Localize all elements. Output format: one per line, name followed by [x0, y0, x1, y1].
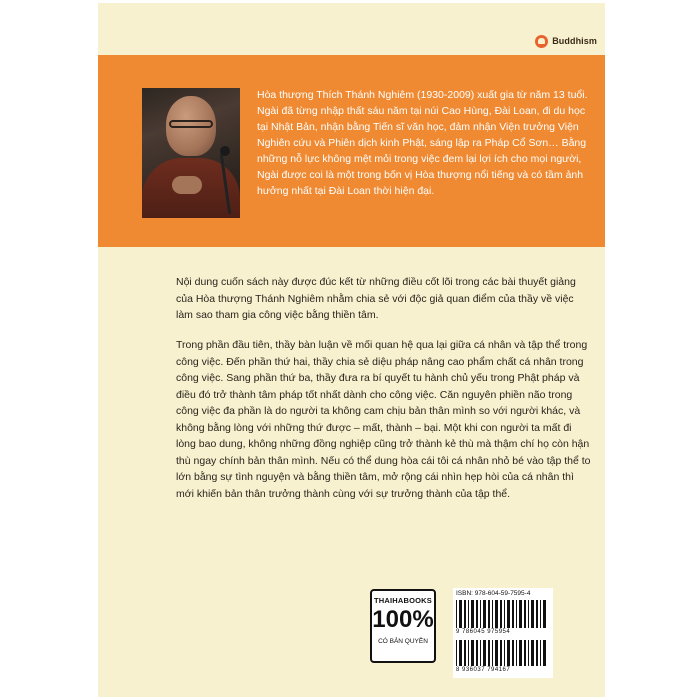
barcode-bar	[488, 640, 490, 666]
barcode-bar	[507, 600, 510, 628]
badge-rights: CÓ BẢN QUYỀN	[378, 638, 428, 645]
barcode-bar	[507, 640, 510, 666]
barcode-bar	[459, 640, 462, 666]
author-photo	[142, 88, 240, 218]
microphone-icon	[220, 146, 230, 156]
publisher-logo-label: Buddhism	[552, 36, 597, 46]
barcode-bar	[504, 640, 505, 666]
badge-brand: THAIHABOOKS	[373, 596, 433, 605]
isbn-label: ISBN: 978-604-59-7595-4	[456, 590, 531, 597]
barcode-bar	[528, 600, 529, 628]
lotus-icon	[535, 34, 548, 48]
description-paragraph-1: Nội dung cuốn sách này được đúc kết từ những điều cốt lõi trong các bài thuyết giảng của Hòa thượng Thánh Nghiêm nhằm chia sẻ với độc giả quan điểm của thầy về việc làm sao tham gia công việc bằng thiền tâm.	[176, 276, 576, 321]
barcode-bar	[536, 600, 538, 628]
barcode-bar	[456, 600, 457, 628]
badge-percent: 100%	[372, 606, 434, 633]
barcode-panel	[453, 588, 553, 678]
barcode-bar	[492, 600, 493, 628]
copyright-badge	[370, 589, 436, 663]
barcode-bar	[516, 640, 517, 666]
barcode-bar	[480, 600, 481, 628]
barcode-bar	[528, 640, 529, 666]
barcode-bar	[543, 640, 546, 666]
barcode-bar	[488, 600, 490, 628]
barcode-bar	[531, 640, 534, 666]
author-bio-text: Hòa thượng Thích Thánh Nghiêm (1930-2009) xuất gia từ năm 13 tuổi. Ngài đã từng nhập thất sáu năm tại núi Cao Hùng, Đài Loan, đi du học tại Nhật Bản, nhận bằng Tiến sĩ văn học, đảm nhận Viện trưởng Viện Nghiên cứu và Phiên dịch kinh Phật, sáng lập ra Pháp Cổ Sơn… Bằng những nỗ lực không mệt mỏi trong việc đem lại lợi ích cho mọi người, Ngài được coi là một trong bốn vị Hòa thượng nổi tiếng và có tầm ảnh hưởng nhất tại Đài Loan thời hiện đại.	[257, 89, 588, 197]
barcode-bar	[471, 600, 474, 628]
barcode-bar	[483, 600, 486, 628]
barcode-bar	[512, 600, 514, 628]
barcode-bar	[471, 640, 474, 666]
barcode-bar	[543, 600, 546, 628]
isbn-digits: 9 786045 975954	[456, 629, 511, 635]
barcode-bar	[540, 640, 541, 666]
barcode-bar	[495, 640, 498, 666]
barcode-bar	[531, 600, 534, 628]
barcode-bar	[504, 600, 505, 628]
barcode-bar	[476, 640, 478, 666]
barcode-bar	[500, 600, 502, 628]
isbn-barcode	[456, 600, 550, 628]
barcode-bar	[495, 600, 498, 628]
barcode-bar	[459, 600, 462, 628]
barcode-bar	[500, 640, 502, 666]
barcode-bar	[540, 600, 541, 628]
ean-digits: 8 936037 794167	[456, 667, 511, 673]
description-paragraph-2: Trong phần đầu tiên, thầy bàn luận về mối quan hệ qua lại giữa cá nhân và tập thể trong công việc. Đến phần thứ hai, thầy chia sẻ diệu pháp nâng cao phẩm chất cá nhân trong công việc. Sang phần thứ ba, thầy đưa ra bí quyết tu hành chủ yếu trong Phật pháp và điều đó trở thành tâm pháp tốt nhất dành cho công việc. Căn nguyên phiền não trong công việc đa phần là do người ta không cam chịu bản thân mình so với người khác, và không bằng lòng với những thứ được – mất, thành – bại. Một khi con người ta mất đi lòng bao dung, không những đồng nghiệp cũng trở thành kẻ thù mà thậm chí họ còn hận thù ngay chính bản thân mình. Nếu có thể dung hòa cái tôi cá nhân nhỏ bé vào tập thể to lớn bằng sự tình nguyện và bằng thiền tâm, mở rộng cái nhìn hẹp hòi của cá nhân thì mới khiến bản thân trưởng thành cùng với sự trưởng thành của tập thể.	[176, 339, 591, 500]
barcode-bar	[519, 600, 522, 628]
barcode-bar	[524, 640, 526, 666]
barcode-bar	[476, 600, 478, 628]
barcode-bar	[468, 640, 469, 666]
publisher-logo	[535, 34, 597, 48]
barcode-bar	[536, 640, 538, 666]
barcode-bar	[456, 640, 457, 666]
barcode-bar	[492, 640, 493, 666]
ean-barcode	[456, 640, 550, 666]
barcode-bar	[483, 640, 486, 666]
barcode-bar	[516, 600, 517, 628]
barcode-bar	[480, 640, 481, 666]
barcode-bar	[524, 600, 526, 628]
barcode-bar	[519, 640, 522, 666]
barcode-bar	[468, 600, 469, 628]
author-bio-band	[98, 55, 605, 247]
barcode-bar	[512, 640, 514, 666]
barcode-bar	[464, 600, 466, 628]
barcode-bar	[464, 640, 466, 666]
book-back-cover	[98, 3, 605, 697]
